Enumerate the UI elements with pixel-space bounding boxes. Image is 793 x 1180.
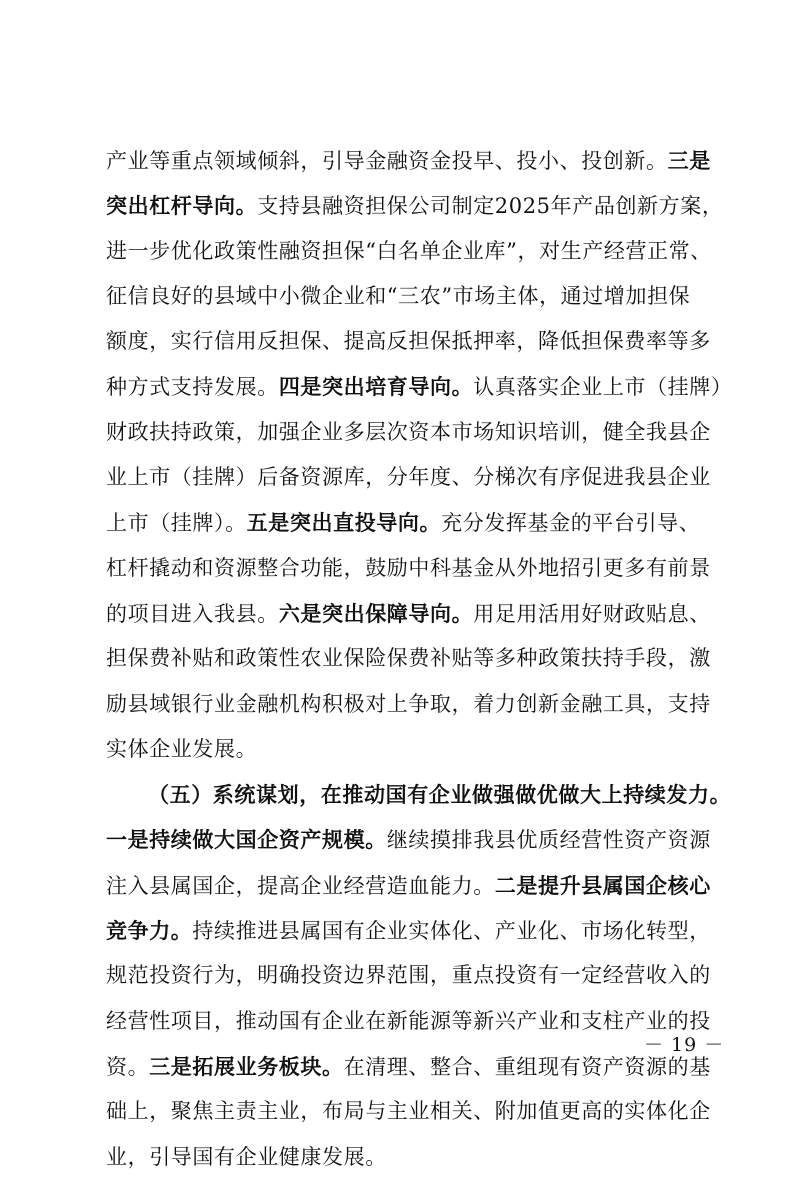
text-segment: 的项目进入我县。 — [106, 601, 279, 626]
body-text — [106, 138, 733, 1180]
text-segment: 种方式支持发展。 — [106, 375, 279, 400]
text-line — [106, 138, 718, 183]
text-segment: 进一步优化政策性融资担保“白名单企业库”，对生产经营正常、 — [106, 238, 712, 263]
text-segment: 业上市（挂牌）后备资源库，分年度、分梯次有序促进我县企业 — [106, 465, 711, 490]
text-line — [106, 319, 718, 364]
text-segment: 充分发挥基金的平台引导、 — [441, 511, 701, 536]
text-line — [106, 546, 718, 591]
text-segment: 担保费补贴和政策性农业保险保费补贴等多种政策扶持手段，激 — [106, 646, 711, 671]
text-line — [106, 410, 718, 455]
text-segment: 支持县融资担保公司制定2025年产品创新方案， — [257, 194, 724, 219]
text-line — [106, 636, 718, 681]
text-segment: 业，引导国有企业健康发展。 — [106, 1144, 387, 1169]
bold-text-segment: 突出杠杆导向。 — [106, 193, 258, 219]
text-line — [106, 772, 732, 817]
text-segment: 经营性项目，推动国有企业在新能源等新兴产业和支柱产业的投 — [106, 1008, 711, 1033]
bold-text-segment: 三是 — [667, 148, 711, 173]
text-segment: 持续推进县属国有企业实体化、产业化、市场化转型， — [192, 919, 711, 944]
text-line — [106, 863, 718, 908]
bold-text-segment: 二是提升县属国企核心 — [494, 872, 711, 898]
text-line — [106, 727, 718, 772]
text-segment: 认真落实企业上市（挂牌） — [473, 375, 733, 400]
text-line — [106, 591, 718, 636]
text-line — [106, 274, 718, 319]
text-segment: 额度，实行信用反担保、提高反担保抵押率，降低担保费率等多 — [106, 329, 711, 354]
text-line — [106, 1135, 718, 1180]
text-segment: 征信良好的县域中小微企业和“三农”市场主体，通过增加担保 — [106, 283, 691, 308]
text-line — [106, 682, 718, 727]
page-number: － 19 － — [644, 1034, 725, 1056]
text-segment: 财政扶持政策，加强企业多层次资本市场知识培训，健全我县企 — [106, 419, 711, 444]
text-line — [106, 183, 724, 228]
text-segment: 杠杆撬动和资源整合功能，鼓励中科基金从外地招引更多有前景 — [106, 555, 711, 580]
bold-text-segment: 四是突出培育导向。 — [278, 374, 474, 400]
text-line — [106, 953, 718, 998]
bold-text-segment: 三是拓展业务板块。 — [149, 1053, 344, 1079]
text-line — [106, 1089, 718, 1134]
bold-text-segment: 六是突出保障导向。 — [278, 600, 474, 626]
text-line — [106, 1044, 718, 1089]
text-segment: 在清理、整合、重组现有资产资源的基 — [343, 1054, 711, 1079]
bold-text-segment: （五）系统谋划，在推动国有企业做强做优做大上持续发力。 — [148, 782, 732, 808]
text-segment: 资。 — [106, 1054, 150, 1079]
text-segment: 产业等重点领域倾斜，引导金融资金投早、投小、投创新。 — [106, 149, 668, 173]
text-line — [106, 364, 733, 409]
text-line — [106, 229, 718, 274]
text-line — [106, 455, 718, 500]
bold-text-segment: 五是突出直投导向。 — [246, 510, 442, 536]
text-line — [106, 908, 718, 953]
text-segment: 上市（挂牌）。 — [106, 511, 247, 536]
text-segment: 础上，聚焦主责主业，布局与主业相关、附加值更高的实体化企 — [106, 1099, 711, 1124]
text-segment: 规范投资行为，明确投资边界范围，重点投资有一定经营收入的 — [106, 963, 711, 988]
bold-text-segment: 竞争力。 — [106, 918, 193, 944]
text-line — [106, 817, 718, 862]
bold-text-segment: 一是持续做大国企资产规模。 — [106, 827, 387, 853]
text-segment: 励县域银行业金融机构积极对上争取，着力创新金融工具，支持 — [106, 691, 711, 716]
text-line — [106, 500, 718, 545]
text-segment: 继续摸排我县优质经营性资产资源 — [386, 828, 711, 853]
text-segment: 用足用活用好财政贴息、 — [473, 601, 711, 626]
text-line — [106, 999, 718, 1044]
text-segment: 注入县属国企，提高企业经营造血能力。 — [106, 873, 495, 898]
text-segment: 实体企业发展。 — [106, 736, 258, 761]
